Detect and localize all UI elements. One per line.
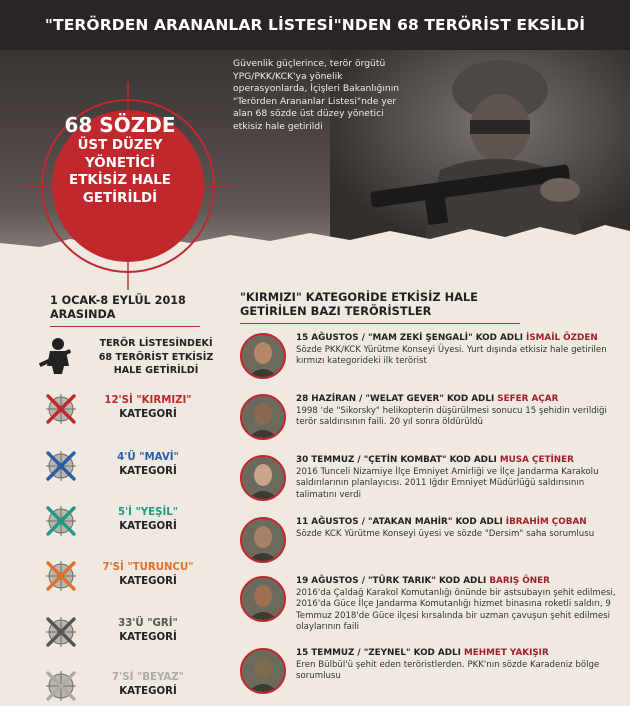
category-item: [44, 447, 234, 487]
summary: [86, 337, 226, 378]
date-range-line1: 1 OCAK-8 EYLÜL 2018: [50, 294, 186, 307]
category-count: 12'Sİ: [104, 395, 137, 406]
entry-text: [296, 455, 616, 501]
badge-line5: GETİRİLDİ: [82, 190, 158, 206]
category-item: [44, 390, 234, 430]
entry-date: 15 AĞUSTOS /: [296, 333, 368, 343]
category-count: 33'Ü: [118, 618, 148, 629]
category-label: [88, 671, 208, 699]
entry-text: [296, 394, 616, 429]
section-title-line1: "KIRMIZI" KATEGORİDE ETKİSİZ HALE: [240, 290, 478, 304]
summary-line1: TERÖR LİSTESİNDEKİ: [99, 338, 213, 349]
militant-icon: [36, 336, 80, 376]
intro-text: Güvenlik güçlerince, terör örgütü YPG/PKK/KCK'ya yönelik operasyonlarda, İçişleri Bakanlığının "Terörden Arananlar Listesi"nde yer alan 68 sözde üst düzey yönetici etkisiz hale getirildi: [233, 58, 400, 132]
entry-name: İSMAİL ÖZDEN: [526, 333, 598, 343]
portrait-photo: [240, 517, 286, 563]
entry-code-name: "ZEYNEL" KOD ADLI: [363, 648, 464, 658]
category-count: 4'Ü: [117, 452, 140, 463]
entry-text: [296, 576, 616, 634]
category-label: [88, 561, 208, 589]
entry-description: 2016'da Çaldağ Karakol Komutanlığı önünde bir astsubayın şehit edilmesi, 2016'da Güce İlçe Jandarma Komutanlığı hizmet binasına roketli saldırı, 9 Temmuz 2018'de Güce ilçesi kırsalında bir uzman çavuşun şehit edilmesi olaylarının faili: [296, 587, 616, 633]
category-item: [44, 613, 234, 653]
summary-line2: 68 TERÖRİST ETKİSİZ: [98, 351, 214, 363]
entry-name: İBRAHİM ÇOBAN: [505, 517, 587, 527]
entry-date: 28 HAZİRAN /: [296, 394, 366, 404]
category-item: [44, 502, 234, 542]
crossed-target-icon: [44, 669, 78, 703]
category-item: [44, 557, 234, 597]
category-count: 7'Sİ: [102, 562, 128, 573]
entry-heading: [296, 576, 616, 588]
entry-description: Sözde PKK/KCK Yürütme Konseyi Üyesi. Yurt dışında etkisiz hale getirilen kırmızı kategorideki ilk terörist: [296, 344, 607, 367]
badge-line1: 68 SÖZDE: [64, 113, 176, 137]
category-word: KATEGORİ: [119, 576, 177, 587]
entry-name: BARIŞ ÖNER: [489, 576, 550, 586]
entry-date: 11 AĞUSTOS /: [296, 517, 368, 527]
crossed-target-icon: [44, 504, 78, 538]
crossed-target-icon: [44, 615, 78, 649]
category-word: KATEGORİ: [119, 466, 177, 477]
category-word: KATEGORİ: [119, 632, 177, 643]
badge: [40, 113, 200, 207]
entry-name: MUSA ÇETİNER: [499, 455, 574, 465]
category-label: [88, 394, 208, 422]
portrait-photo: [240, 576, 286, 622]
crossed-target-icon: [44, 559, 78, 593]
category-name: [88, 451, 208, 465]
section-title-line2: GETİRİLEN BAZI TERÖRİSTLER: [240, 304, 432, 318]
divider: [240, 323, 520, 324]
entry-name: SEFER AÇAR: [497, 394, 559, 404]
entry-date: 19 AĞUSTOS /: [296, 576, 368, 586]
entry-name: MEHMET YAKIŞIR: [463, 648, 549, 658]
category-item: [44, 667, 234, 706]
badge-line4: ETKİSİZ HALE: [69, 173, 171, 189]
category-word: KATEGORİ: [119, 521, 177, 532]
entry-date: 15 TEMMUZ /: [296, 648, 364, 658]
category-color-name: "YEŞİL": [135, 507, 179, 518]
category-color-name: "KIRMIZI": [136, 395, 192, 406]
summary-line3: HALE GETİRİLDİ: [113, 365, 199, 377]
entry-heading: [296, 455, 616, 467]
category-word: KATEGORİ: [119, 686, 177, 697]
entry-code-name: "ATAKAN MAHİR" KOD ADLI: [367, 517, 506, 527]
category-color-name: "MAVİ": [139, 452, 179, 463]
entry-code-name: "ÇETİN KOMBAT" KOD ADLI: [363, 455, 500, 465]
category-label: [88, 506, 208, 534]
entry-description: 2016 Tunceli Nizamiye İlçe Emniyet Amirliği ve İlçe Jandarma Karakolu saldırılarının planlayıcısı. 2011 Iğdır Emniyet Müdürlüğü saldırısının talimatını verdi: [296, 466, 599, 500]
category-color-name: "GRİ": [147, 618, 178, 629]
entry-heading: [296, 648, 616, 660]
entry-description: Sözde KCK Yürütme Konseyi üyesi ve sözde "Dersim" saha sorumlusu: [296, 528, 595, 539]
entry-code-name: "WELAT GEVER" KOD ADLI: [365, 394, 498, 404]
category-count: 5'İ: [117, 507, 136, 518]
entry-heading: [296, 517, 616, 529]
category-color-name: "BEYAZ": [136, 672, 184, 683]
crossed-target-icon: [44, 449, 78, 483]
entry-heading: [296, 394, 616, 406]
entry-text: [296, 648, 616, 683]
headline-text: "TERÖRDEN ARANANLAR LİSTESİ"NDEN 68 TERÖRİST EKSİLDİ: [44, 16, 586, 34]
divider: [50, 326, 200, 327]
category-name: [88, 617, 208, 631]
category-name: [88, 506, 208, 520]
entry-code-name: "TÜRK TARIK" KOD ADLI: [367, 576, 490, 586]
date-range-line2: ARASINDA: [50, 308, 116, 321]
category-count: 7'Sİ: [112, 672, 137, 683]
portrait-photo: [240, 394, 286, 440]
category-word: KATEGORİ: [119, 409, 177, 420]
badge-line3: YÖNETİCİ: [85, 155, 155, 171]
category-label: [88, 617, 208, 645]
badge-line2: ÜST DÜZEY: [77, 138, 163, 153]
entry-date: 30 TEMMUZ /: [296, 455, 364, 465]
entry-code-name: "MAM ZEKİ ŞENGALİ" KOD ADLI: [367, 333, 527, 343]
headline: [0, 0, 630, 50]
category-color-name: "TURUNCU": [127, 562, 194, 573]
entry-heading: [296, 333, 616, 345]
portrait-photo: [240, 648, 286, 694]
category-label: [88, 451, 208, 479]
date-range: [50, 294, 220, 322]
category-name: [88, 394, 208, 408]
section-title: [240, 290, 560, 318]
category-name: [88, 671, 208, 685]
portrait-photo: [240, 455, 286, 501]
category-name: [88, 561, 208, 575]
portrait-photo: [240, 333, 286, 379]
crossed-target-icon: [44, 392, 78, 426]
entry-text: [296, 517, 616, 540]
entry-description: Eren Bülbül'ü şehit eden teröristlerden. PKK'nın sözde Karadeniz bölge sorumlusu: [296, 659, 600, 682]
entry-text: [296, 333, 616, 368]
entry-description: 1998 'de "Sikorsky" helikopterin düşürülmesi sonucu 15 şehidin verildiği terör saldırısının faili. 20 yıl sonra öldürüldü: [296, 405, 607, 428]
